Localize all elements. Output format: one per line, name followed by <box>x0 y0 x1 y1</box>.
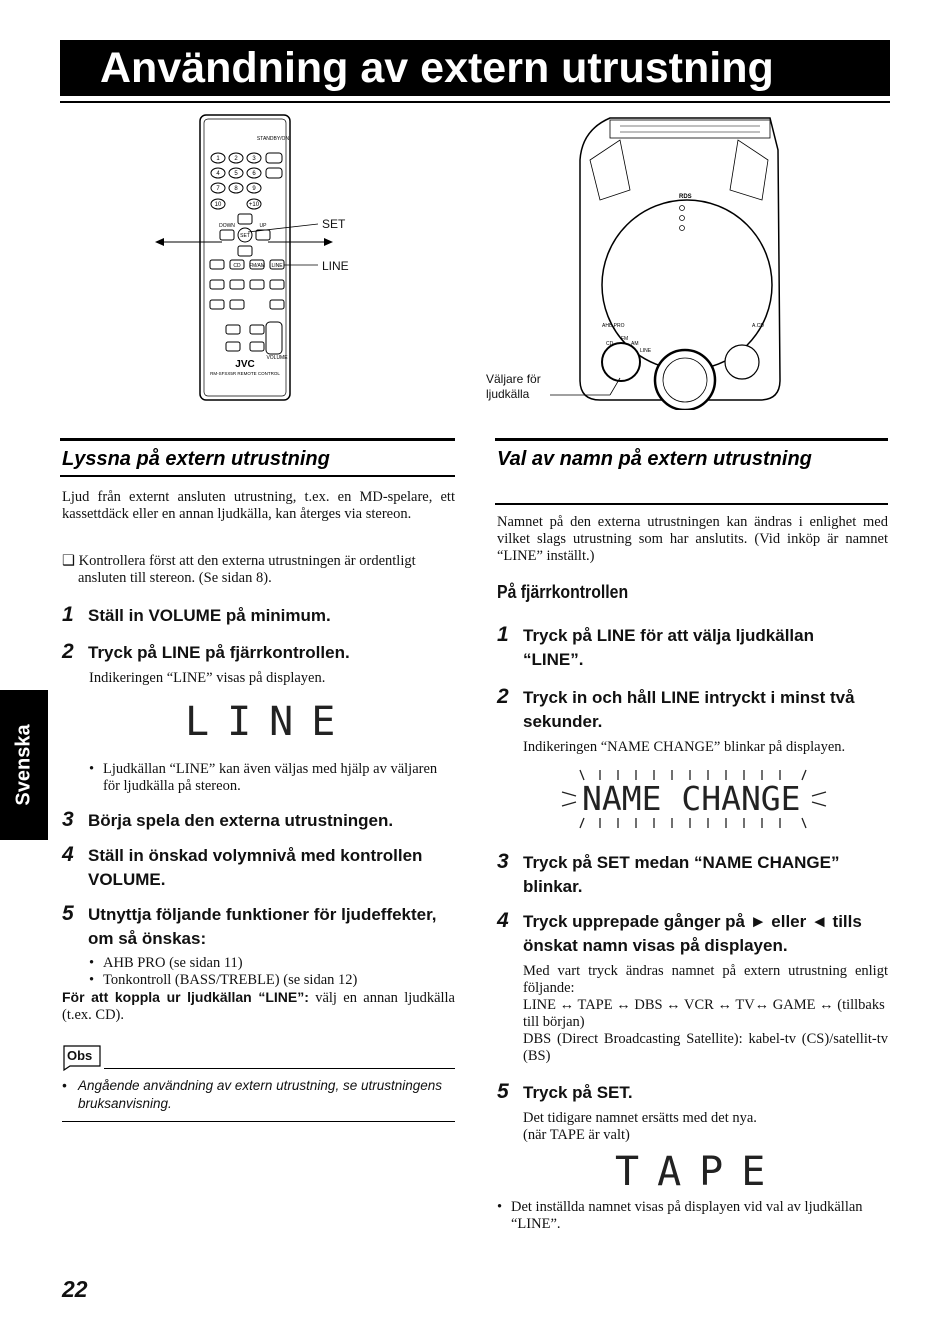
right-step-2 <box>497 686 888 734</box>
svg-text:FM: FM <box>621 336 629 342</box>
bullet-text: AHB PRO (se sidan 11) <box>103 955 243 971</box>
remote-subheading: På fjärrkontrollen <box>497 582 629 602</box>
left-step-5-bullet-1 <box>89 955 455 972</box>
step-text: Tryck på SET medan “NAME CHANGE” blinkar. <box>523 853 840 896</box>
right-heading-rule-top <box>495 438 888 441</box>
bullet-text: Ljudkällan “LINE” kan även väljas med hjälp av väljaren för ljudkälla på stereon. <box>103 761 438 794</box>
svg-text:CD: CD <box>606 341 614 347</box>
language-tab-label: Svenska <box>12 724 35 806</box>
page-number: 22 <box>62 1276 88 1302</box>
right-step-1 <box>497 624 888 672</box>
svg-text:AM: AM <box>631 341 639 347</box>
svg-text:AHB PRO: AHB PRO <box>602 323 625 329</box>
right-step-3 <box>497 851 888 899</box>
page-title: Användning av extern utrustning <box>100 44 774 92</box>
svg-text:2: 2 <box>234 156 238 162</box>
svg-text:SET: SET <box>240 233 250 239</box>
title-rule <box>60 101 890 103</box>
obs-note-text: Angående användning av extern utrustning, se utrustningens bruksanvisning. <box>78 1078 443 1111</box>
language-tab <box>0 690 48 840</box>
set-callout-label: SET <box>322 217 346 231</box>
right-heading-rule-bottom <box>495 503 888 505</box>
step-text: Tryck upprepade gånger på ► eller ◄ tills önskat namn visas på displayen. <box>523 912 862 955</box>
step-text: Tryck på SET. <box>523 1083 633 1102</box>
left-disconnect-note <box>62 989 455 1024</box>
svg-text:CD: CD <box>233 263 241 269</box>
page-title-bar <box>60 40 890 96</box>
svg-text:STANDBY/ON: STANDBY/ON <box>256 136 290 142</box>
obs-rule-top <box>104 1068 455 1069</box>
right-step-5-detail-2: (när TAPE är valt) <box>523 1127 630 1143</box>
left-step-5 <box>62 903 455 951</box>
remote-model: RM-SFSX5R REMOTE CONTROL <box>210 371 280 376</box>
bullet-text: Det inställda namnet visas på displayen vid val av ljudkällan “LINE”. <box>511 1199 863 1232</box>
stereo-unit-illustration <box>480 110 800 410</box>
obs-rule-bottom <box>62 1121 455 1122</box>
svg-text:8: 8 <box>234 186 238 192</box>
bullet-text: Tonkontroll (BASS/TREBLE) (se sidan 12) <box>103 972 358 988</box>
disconnect-text: välj en annan ljudkälla (t.ex. CD). <box>62 990 455 1023</box>
obs-note <box>62 1077 455 1113</box>
step-number: 2 <box>497 685 509 708</box>
svg-text:RDS: RDS <box>679 194 692 200</box>
step-text: Ställ in önskad volymnivå med kontrollen VOLUME. <box>88 846 423 889</box>
svg-text:6: 6 <box>252 171 256 177</box>
selector-callout-label: Väljare för ljudkälla <box>486 372 541 401</box>
step-text: Tryck på LINE på fjärrkontrollen. <box>88 643 350 662</box>
bullet-dot: • <box>89 955 95 971</box>
right-step-5 <box>497 1081 888 1105</box>
step-text: Börja spela den externa utrustningen. <box>88 811 394 830</box>
svg-text:VOLUME: VOLUME <box>266 355 288 361</box>
disconnect-label: För att koppla ur ljudkällan “LINE”: <box>62 989 309 1005</box>
step-number: 4 <box>497 909 509 932</box>
left-bullet-line <box>89 761 455 795</box>
left-heading-rule-bottom <box>60 475 455 477</box>
obs-badge <box>62 1042 104 1072</box>
display-line: LINE <box>185 699 354 745</box>
dbs-note: DBS (Direct Broadcasting Satellite): kabel-tv (CS)/satellit-tv (BS) <box>523 1031 888 1064</box>
step-number: 3 <box>497 850 509 873</box>
left-section-heading: Lyssna på extern utrustning <box>62 448 330 470</box>
name-cycle: LINE ↔ TAPE ↔ DBS ↔ VCR ↔ TV↔ GAME ↔ (tillbaks till början) <box>523 997 885 1030</box>
step-number: 1 <box>497 623 509 646</box>
right-intro: Namnet på den externa utrustningen kan ändras i enlighet med vilket slags utrustning som har anslutits. (Vid inköp är namnet “LINE” inställt.) <box>497 514 888 564</box>
right-step-4 <box>497 910 888 958</box>
bullet-dot: • <box>497 1199 503 1215</box>
left-step-4 <box>62 844 455 892</box>
svg-text:FM/AM: FM/AM <box>248 263 266 269</box>
left-step-5-bullet-2 <box>89 972 455 989</box>
bullet-dot: • <box>89 972 95 988</box>
bullet-dot: • <box>89 761 95 777</box>
svg-text:4: 4 <box>216 171 220 177</box>
svg-text:LINE: LINE <box>640 348 652 354</box>
step-number: 2 <box>62 640 74 663</box>
remote-control-illustration <box>150 110 420 410</box>
left-step-1 <box>62 604 455 628</box>
bullet-dot: • <box>62 1078 67 1093</box>
display-name-change: NAME CHANGE <box>582 779 801 818</box>
step-text: Utnyttja följande funktioner för ljudeffekter, om så önskas: <box>88 905 437 948</box>
step-number: 5 <box>62 902 74 925</box>
step-text: Tryck in och håll LINE intryckt i minst två sekunder. <box>523 688 855 731</box>
svg-text:3: 3 <box>252 156 256 162</box>
svg-text:LINE: LINE <box>271 263 283 269</box>
step-number: 4 <box>62 843 74 866</box>
left-check-note: ❑ Kontrollera först att den externa utrustningen är ordentligt ansluten till stereon. (Se sidan 8). <box>62 553 416 586</box>
left-step-2-detail: Indikeringen “LINE” visas på displayen. <box>89 670 326 686</box>
left-step-3 <box>62 809 455 833</box>
right-step-5-detail: Det tidigare namnet ersätts med det nya. <box>523 1110 757 1126</box>
svg-text:5: 5 <box>234 171 238 177</box>
left-heading-rule-top <box>60 438 455 441</box>
svg-text:1: 1 <box>216 156 220 162</box>
left-step-2 <box>62 641 455 665</box>
svg-text:10: 10 <box>214 202 222 208</box>
left-intro: Ljud från externt ansluten utrustning, t.ex. en MD-spelare, ett kassettdäck eller en annan ljudkälla, kan återges via stereon. <box>62 489 455 522</box>
svg-text:7: 7 <box>216 186 220 192</box>
svg-text:DOWN: DOWN <box>219 223 235 229</box>
line-callout-label: LINE <box>322 259 349 273</box>
obs-label: Obs <box>67 1048 93 1063</box>
step-number: 5 <box>497 1080 509 1103</box>
step-number: 1 <box>62 603 74 626</box>
step-text: Ställ in VOLUME på minimum. <box>88 606 331 625</box>
step-text: Tryck på LINE för att välja ljudkällan “LINE”. <box>523 626 814 669</box>
right-section-heading: Val av namn på extern utrustning <box>497 448 812 470</box>
right-step-4-detail: Med vart tryck ändras namnet på extern utrustning enligt följande: <box>523 963 888 996</box>
svg-text:UP: UP <box>259 223 267 229</box>
step-number: 3 <box>62 808 74 831</box>
svg-text:+10: +10 <box>248 202 260 208</box>
svg-text:A.CD: A.CD <box>752 323 764 329</box>
right-final-bullet <box>497 1199 888 1233</box>
right-step-2-detail: Indikeringen “NAME CHANGE” blinkar på displayen. <box>523 739 846 755</box>
display-tape: TAPE <box>615 1149 784 1195</box>
svg-text:9: 9 <box>252 186 256 192</box>
remote-brand: JVC <box>235 359 255 370</box>
